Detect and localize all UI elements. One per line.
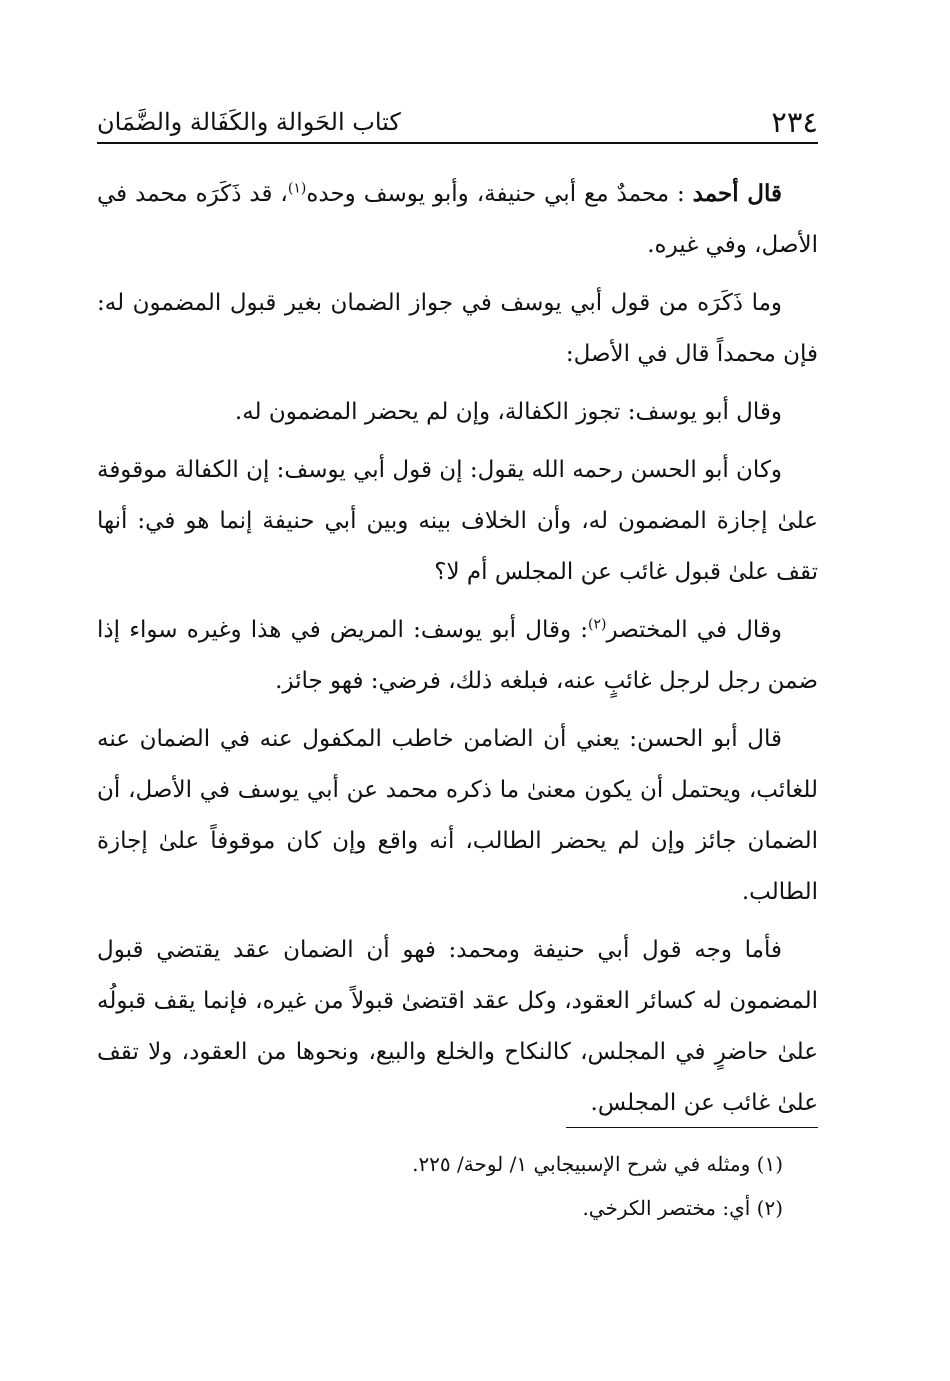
footnote-2: (٢) أي: مختصر الكرخي. xyxy=(582,1196,783,1220)
footnote-divider xyxy=(566,1127,818,1128)
paragraph-text: وقال في المختصر xyxy=(606,617,782,643)
paragraph-5 xyxy=(97,605,818,707)
paragraph-text: ، قد ذَكَرَه محمد في الأصل، وفي غيره. xyxy=(97,181,818,258)
footnote-1: (١) ومثله في شرح الإسبيجابي ١/ لوحة/ ٢٢٥. xyxy=(412,1152,783,1176)
footnote-ref-2[interactable]: (٢) xyxy=(588,616,607,633)
page-header xyxy=(97,98,818,144)
footnotes xyxy=(97,1142,783,1230)
paragraph-lead: قال أحمد xyxy=(692,180,782,207)
footnote-ref-1[interactable]: (١) xyxy=(287,180,307,197)
paragraph-3: وقال أبو يوسف: تجوز الكفالة، وإن لم يحضر المضمون له. xyxy=(234,399,782,425)
main-text xyxy=(97,168,818,1136)
paragraph-text: : محمدٌ مع أبي حنيفة، وأبو يوسف وحده xyxy=(306,181,693,207)
paragraph-4: وكان أبو الحسن رحمه الله يقول: إن قول أبي يوسف: إن الكفالة موقوفة علىٰ إجازة المضمون له، وأن الخلاف بينه وبين أبي حنيفة إنما هو في: أنها تقف علىٰ قبول غائب عن المجلس أم لا؟ xyxy=(96,457,818,585)
paragraph-7: فأما وجه قول أبي حنيفة ومحمد: فهو أن الضمان عقد يقتضي قبول المضمون له كسائر العقود، وكل عقد اقتضىٰ قبولاً من غيره، فإنما يقف قبولُه علىٰ حاضرٍ في المجلس، كالنكاح والخلع والبيع، ونحوها من العقود، ولا تقف علىٰ غائب عن المجلس. xyxy=(97,937,818,1116)
paragraph-2: وما ذَكَرَه من قول أبي يوسف في جواز الضمان بغير قبول المضمون له: فإن محمداً قال في الأصل: xyxy=(97,290,818,367)
paragraph-text: : وقال أبو يوسف: المريض في هذا وغيره سواء إذا ضمن رجل لرجل غائبٍ عنه، فبلغه ذلك، فرضي: فهو جائز. xyxy=(97,617,818,694)
page-number: ٢٣٤ xyxy=(771,105,818,139)
paragraph-1 xyxy=(97,168,818,271)
paragraph-6: قال أبو الحسن: يعني أن الضامن خاطب المكفول عنه في الضمان عنه للغائب، ويحتمل أن يكون معنىٰ ما ذكره محمد عن أبي يوسف في الأصل، أن الضمان جائز وإن لم يحضر الطالب، أنه واقع وإن كان موقوفاً علىٰ إجازة الطالب. xyxy=(97,726,818,905)
running-title: كتاب الحَوالة والكَفَالة والضَّمَان xyxy=(97,108,401,136)
